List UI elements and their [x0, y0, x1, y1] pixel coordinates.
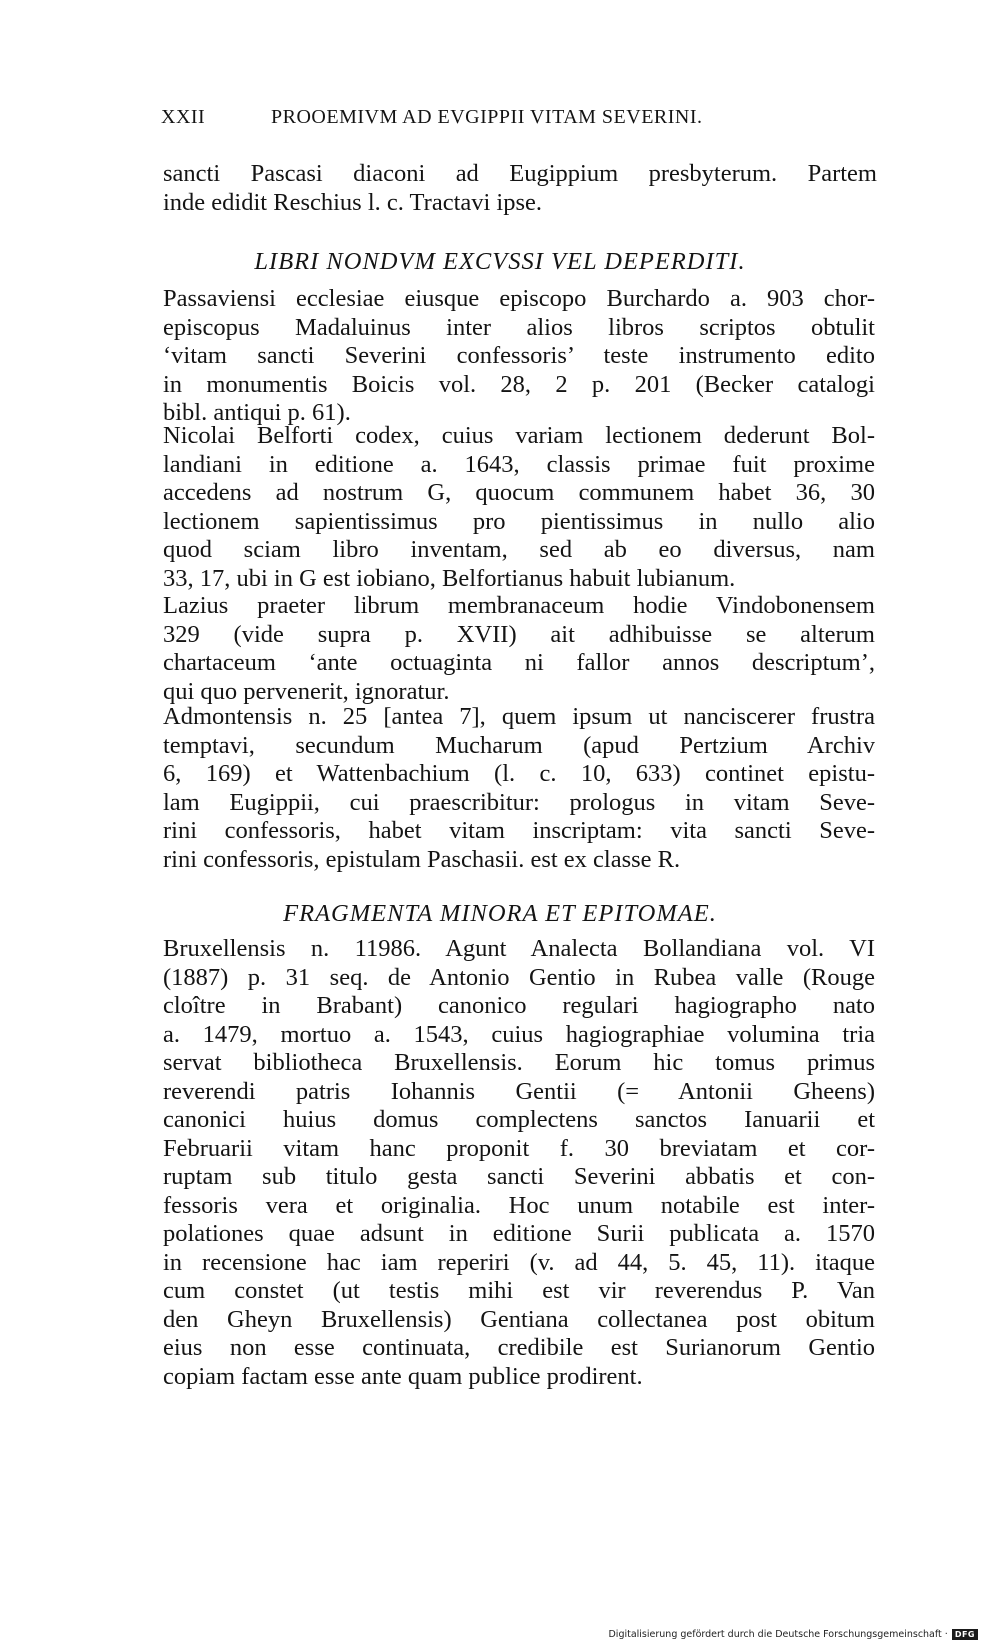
text-line: Februarii vitam hanc proponit f. 30 breviatam et cor- — [163, 1134, 875, 1162]
text-line: (1887) p. 31 seq. de Antonio Gentio in Rubea valle (Rouge — [163, 963, 875, 991]
text-line: den Gheyn Bruxellensis) Gentiana collectanea post obitum — [163, 1305, 875, 1333]
text-line: Admontensis n. 25 [antea 7], quem ipsum ut nanciscerer frustra — [163, 703, 875, 730]
paragraph — [163, 160, 877, 217]
text-line: rini confessoris, habet vitam inscriptam: vita sancti Seve- — [163, 817, 875, 844]
running-title: PROOEMIVM AD EVGIPPII VITAM SEVERINI. — [271, 106, 703, 128]
paragraph — [163, 592, 875, 706]
text-line: sancti Pascasi diaconi ad Eugippium presbyterum. Partem — [163, 160, 877, 187]
text-line: reverendi patris Iohannis Gentii (= Antonii Gheens) — [163, 1077, 875, 1105]
footer-text: Digitalisierung gefördert durch die Deutsche Forschungsgemeinschaft · — [608, 1629, 948, 1640]
text-line: eius non esse continuata, credibile est Surianorum Gentio — [163, 1334, 875, 1361]
text-line: lam Eugippii, cui praescribitur: prologus in vitam Seve- — [163, 788, 875, 816]
text-line: servat bibliotheca Bruxellensis. Eorum hic tomus primus — [163, 1049, 875, 1076]
text-line: 33, 17, ubi in G est iobiano, Belfortianus habuit lubianum. — [163, 564, 736, 592]
text-line: chartaceum ‘ante octuaginta ni fallor annos descriptum’, — [163, 649, 875, 676]
digitization-footer — [608, 1629, 978, 1640]
text-line: 329 (vide supra p. XVII) ait adhibuisse se alterum — [163, 620, 875, 648]
text-line: episcopus Madaluinus inter alios libros scriptos obtulit — [163, 313, 875, 341]
text-line: canonici huius domus complectens sanctos Ianuarii et — [163, 1106, 875, 1133]
text-line: in monumentis Boicis vol. 28, 2 p. 201 (Becker catalogi — [163, 370, 875, 398]
text-line: ‘vitam sancti Severini confessoris’ teste instrumento edito — [163, 342, 875, 369]
text-line: Bruxellensis n. 11986. Agunt Analecta Bollandiana vol. VI — [163, 935, 875, 962]
text-line: qui quo pervenerit, ignoratur. — [163, 677, 450, 705]
text-line: Nicolai Belforti codex, cuius variam lectionem dederunt Bol- — [163, 422, 875, 449]
text-line: ruptam sub titulo gesta sancti Severini abbatis et con- — [163, 1163, 875, 1190]
text-line: polationes quae adsunt in editione Surii publicata a. 1570 — [163, 1220, 875, 1247]
text-line: copiam factam esse ante quam publice prodirent. — [163, 1362, 643, 1390]
text-line: Lazius praeter librum membranaceum hodie Vindobonensem — [163, 592, 875, 619]
text-line: a. 1479, mortuo a. 1543, cuius hagiographiae volumina tria — [163, 1020, 875, 1048]
paragraph — [163, 422, 875, 593]
paragraph — [163, 285, 875, 428]
text-line: accedens ad nostrum G, quocum communem habet 36, 30 — [163, 479, 875, 506]
text-line: rini confessoris, epistulam Paschasii. est ex classe R. — [163, 845, 681, 873]
text-line: Passaviensi ecclesiae eiusque episcopo Burchardo a. 903 chor- — [163, 285, 875, 312]
text-line: lectionem sapientissimus pro pientissimus in nullo alio — [163, 507, 875, 535]
text-line: temptavi, secundum Mucharum (apud Pertzium Archiv — [163, 731, 875, 759]
section-heading: LIBRI NONDVM EXCVSSI VEL DEPERDITI. — [254, 248, 746, 275]
text-line: 6, 169) et Wattenbachium (l. c. 10, 633) continet epistu- — [163, 760, 875, 787]
paragraph — [163, 703, 875, 874]
section-heading: FRAGMENTA MINORA ET EPITOMAE. — [283, 900, 717, 927]
dfg-logo: DFG — [952, 1629, 978, 1640]
text-line: cum constet (ut testis mihi est vir reverendus P. Van — [163, 1277, 875, 1304]
paragraph — [163, 935, 875, 1391]
text-line: quod sciam libro inventam, sed ab eo diversus, nam — [163, 536, 875, 563]
text-line: inde edidit Reschius l. c. Tractavi ipse. — [163, 188, 543, 216]
text-line: bibl. antiqui p. 61). — [163, 399, 351, 426]
text-line: landiani in editione a. 1643, classis primae fuit proxime — [163, 450, 875, 478]
text-line: fessoris vera et originalia. Hoc unum notabile est inter- — [163, 1191, 875, 1219]
text-line: in recensione hac iam reperiri (v. ad 44, 5. 45, 11). itaque — [163, 1248, 875, 1276]
text-line: cloître in Brabant) canonico regulari hagiographo nato — [163, 992, 875, 1019]
page-number: XXII — [161, 106, 206, 128]
